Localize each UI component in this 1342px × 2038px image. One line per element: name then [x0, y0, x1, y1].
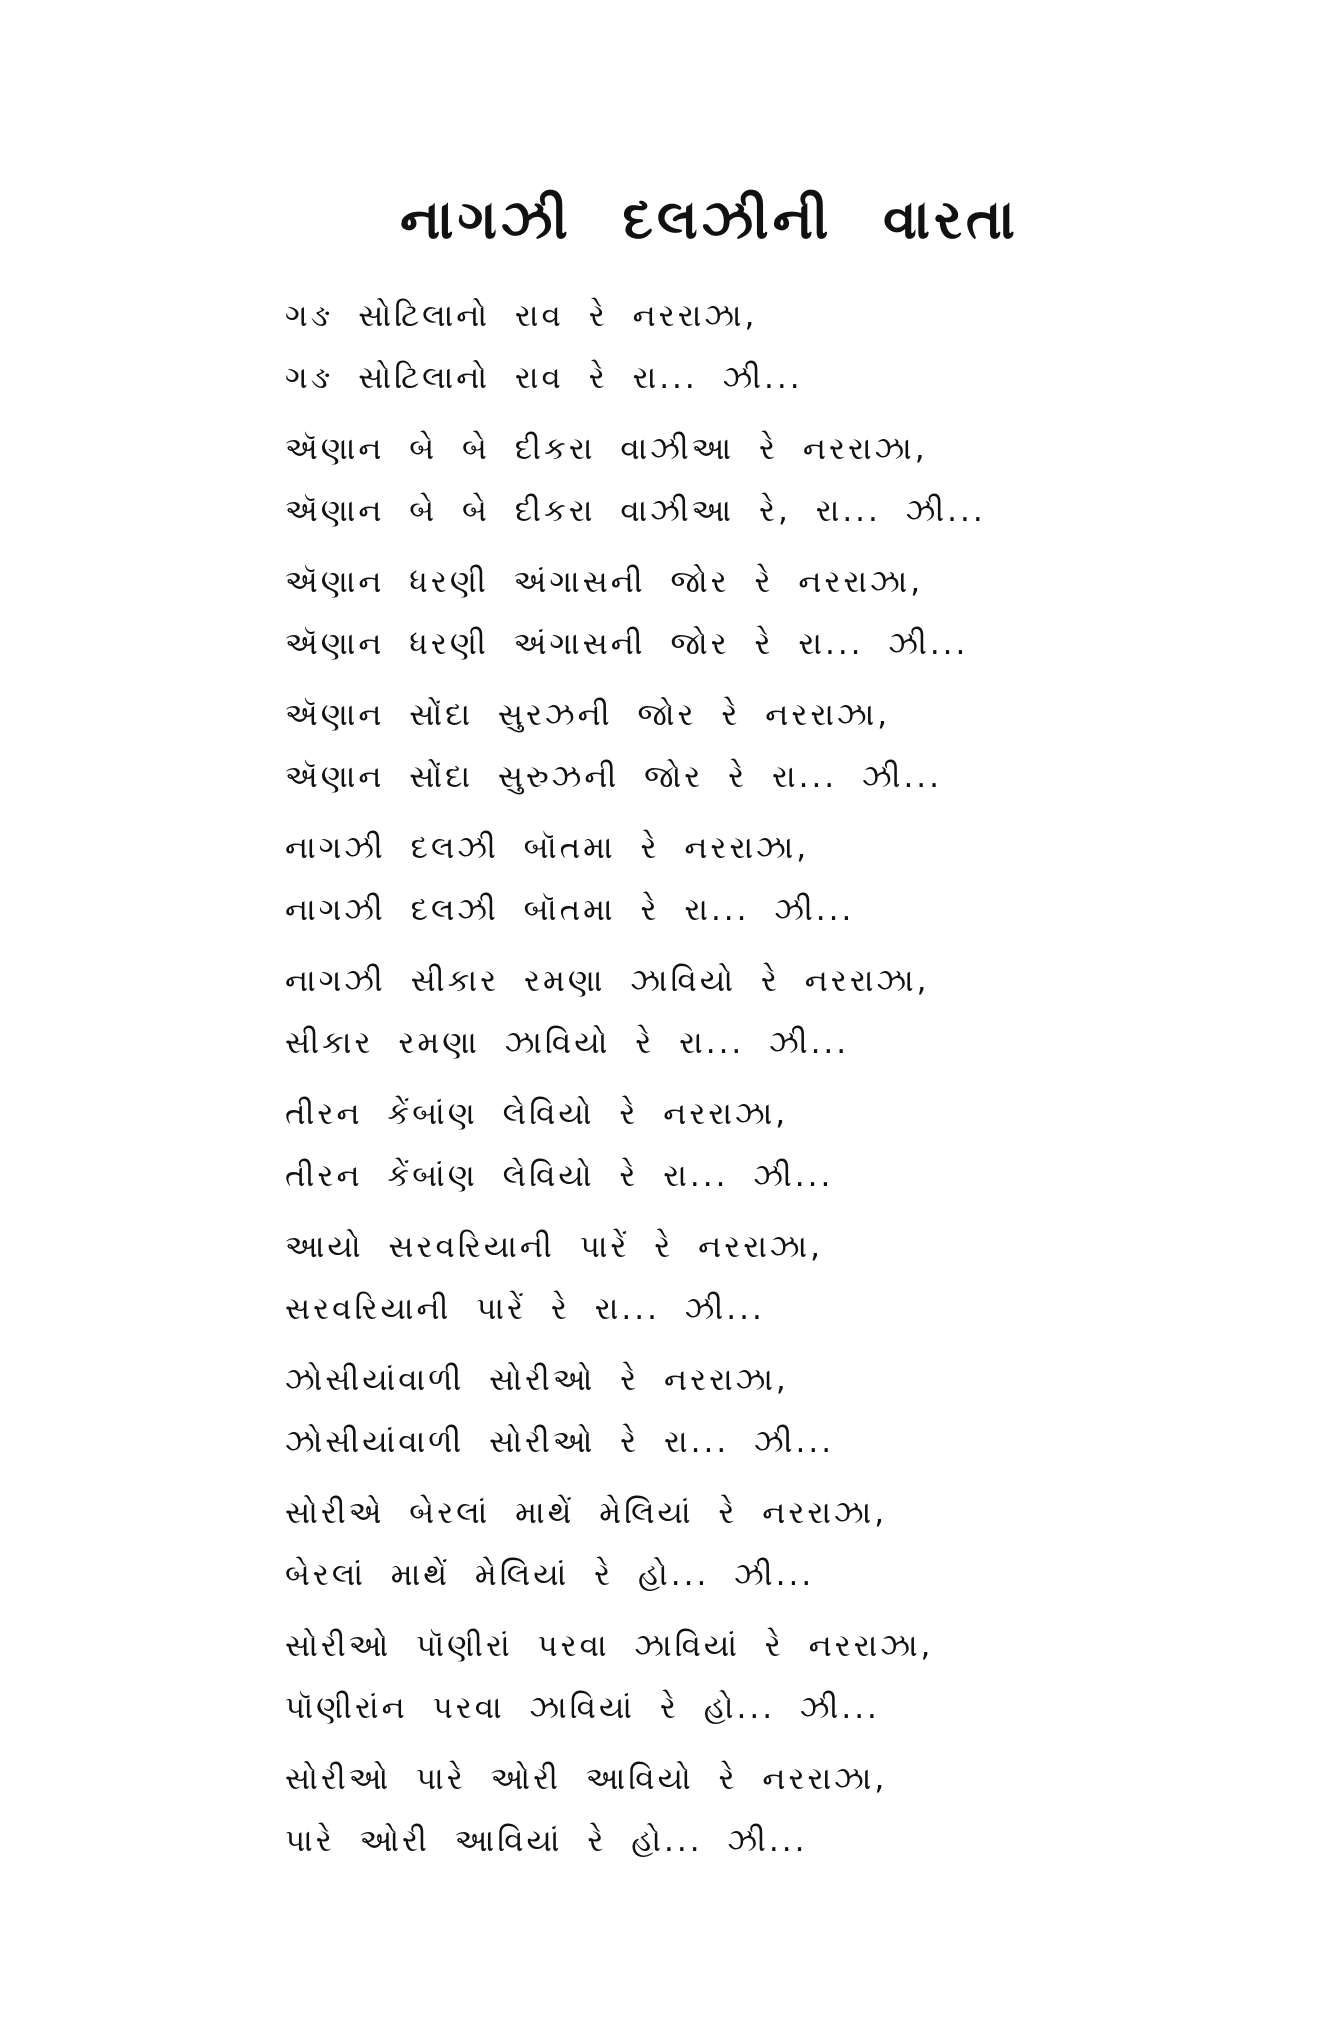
verse-line: નાગઝી દલઝી બૉતમા રે રા... ઝી... — [285, 892, 855, 928]
verse-line: ઍણાન સોંદા સુરુઝની જોર રે રા... ઝી... — [285, 759, 943, 795]
verse-line: નાગઝી દલઝી બૉતમા રે નરરાઝા, — [285, 830, 810, 866]
verse-line: ઍણાન સોંદા સુરઝની જોર રે નરરાઝા, — [285, 697, 891, 733]
verse-line: તીરન કેંબાંણ લેવિયો રે નરરાઝા, — [285, 1096, 789, 1132]
verse-list — [285, 285, 1285, 1881]
stanza — [285, 285, 1285, 418]
verse-line: બેરલાં માથેં મેલિયાં રે હો... ઝી... — [285, 1557, 815, 1593]
stanza — [285, 1216, 1285, 1349]
verse-line: સોરીઓ પારે ઓરી આવિયો રે નરરાઝા, — [285, 1761, 888, 1797]
verse-line: ઝોસીયાંવાળી સોરીઓ રે નરરાઝા, — [285, 1362, 789, 1398]
stanza — [285, 1482, 1285, 1615]
stanza — [285, 950, 1285, 1083]
stanza — [285, 1748, 1285, 1881]
verse-line: પૉણીરાંન પરવા ઝાવિયાં રે હો... ઝી... — [285, 1690, 880, 1726]
stanza — [285, 1615, 1285, 1748]
verse-line: ઍણાન બે બે દીકરા વાઝીઆ રે નરરાઝા, — [285, 431, 928, 467]
verse-line: ઍણાન બે બે દીકરા વાઝીઆ રે, રા... ઝી... — [285, 493, 986, 529]
stanza — [285, 817, 1285, 950]
stanza — [285, 418, 1285, 551]
stanza — [285, 684, 1285, 817]
verse-line: સીકાર રમણા ઝાવિયો રે રા... ઝી... — [285, 1025, 850, 1061]
verse-line: તીરન કેંબાંણ લેવિયો રે રા... ઝી... — [285, 1158, 834, 1194]
stanza — [285, 1083, 1285, 1216]
stanza — [285, 551, 1285, 684]
stanza — [285, 1349, 1285, 1482]
verse-line: નાગઝી સીકાર રમણા ઝાવિયો રે નરરાઝા, — [285, 963, 930, 999]
verse-line: સોરીઓ પૉણીરાં પરવા ઝાવિયાં રે નરરાઝા, — [285, 1628, 934, 1664]
page-title: નાગઝી દલઝીની વારતા — [400, 188, 1019, 251]
verse-line: ગઙ સોટિલાનો રાવ રે નરરાઝા, — [285, 298, 758, 334]
verse-line: સોરીએ બેરલાં માથેં મેલિયાં રે નરરાઝા, — [285, 1495, 888, 1531]
verse-line: ઍણાન ધરણી અંગાસની જોર રે નરરાઝા, — [285, 564, 924, 600]
verse-line: ઝોસીયાંવાળી સોરીઓ રે રા... ઝી... — [285, 1424, 835, 1460]
verse-line: ગઙ સોટિલાનો રાવ રે રા... ઝી... — [285, 360, 803, 396]
verse-line: પારે ઓરી આવિયાં રે હો... ઝી... — [285, 1823, 808, 1859]
verse-line: આયો સરવરિયાની પારેં રે નરરાઝા, — [285, 1229, 823, 1265]
verse-line: ઍણાન ધરણી અંગાસની જોર રે રા... ઝી... — [285, 626, 969, 662]
verse-line: સરવરિયાની પારેં રે રા... ઝી... — [285, 1291, 765, 1327]
